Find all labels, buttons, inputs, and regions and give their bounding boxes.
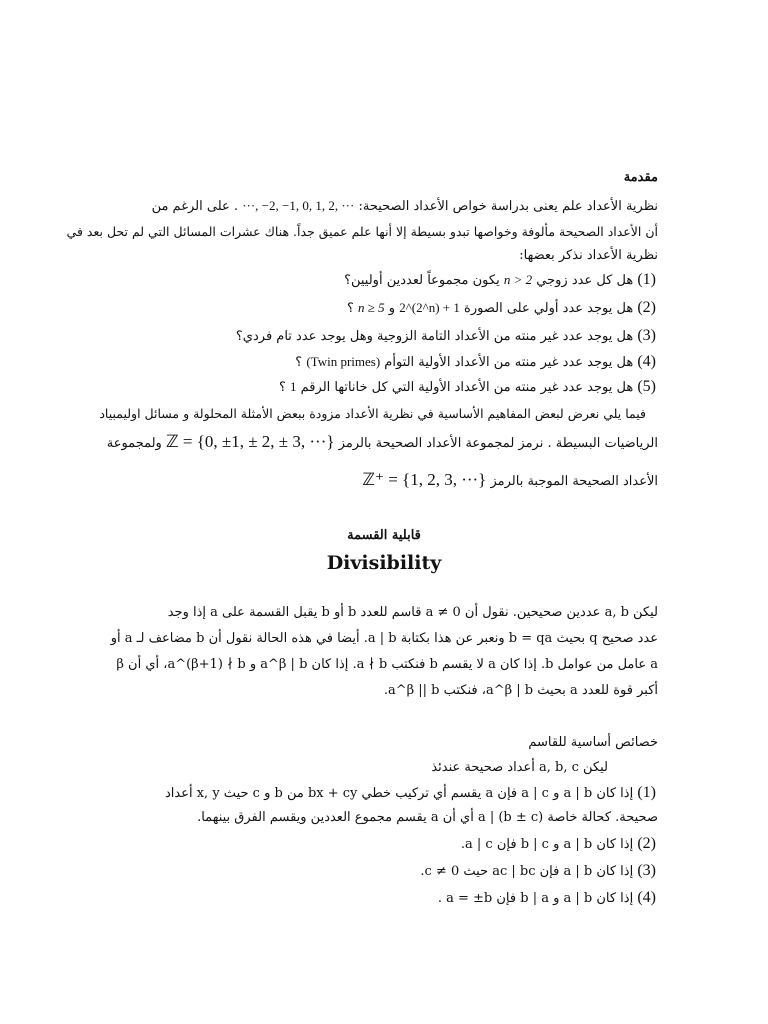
problem-text-end: ؟ bbox=[295, 355, 303, 370]
properties-heading: خصائص أساسية للقاسم bbox=[528, 735, 658, 750]
property-text: إذا كان a | b و b | c فإن a | c. bbox=[460, 837, 634, 852]
property-number: (1) bbox=[637, 784, 656, 801]
property-2 bbox=[110, 834, 656, 855]
divisibility-title-ar: قابلية القسمة bbox=[347, 528, 421, 543]
summary-line-2-end: ولمجموعة bbox=[106, 436, 162, 451]
problem-1 bbox=[110, 270, 656, 291]
property-3 bbox=[110, 861, 656, 882]
problem-4 bbox=[110, 352, 656, 373]
problem-math: 2^(2^n) + 1 bbox=[399, 300, 460, 315]
intro-line-1-end: . على الرغم من bbox=[151, 199, 239, 214]
intro-line-3: نظرية الأعداد نذكر بعضها: bbox=[519, 248, 658, 263]
property-text: إذا كان a | b و a | c فإن a يقسم أي تركيب خطي bx + cy من b و c حيث x, y أعداد bbox=[164, 786, 634, 801]
summary-line-3-text: الأعداد الصحيحة الموجبة بالرمز bbox=[490, 474, 658, 489]
problem-number: (2) bbox=[637, 299, 656, 316]
property-number: (3) bbox=[637, 862, 656, 879]
problem-5 bbox=[110, 377, 656, 398]
intro-line-1-text: نظرية الأعداد علم يعنى بدراسة خواص الأعداد الصحيحة: bbox=[358, 199, 658, 214]
integers-sequence: ···, −2, −1, 0, 1, 2, ··· bbox=[242, 198, 355, 213]
divisibility-line-2: عدد صحيح q بحيث b = qa ونعبر عن هذا بكتابة a | b. أيضا في هذه الحالة نقول أن b مضاعف لـ a أو bbox=[110, 631, 658, 646]
summary-line-1: فيما يلي نعرض لبعض المفاهيم الأساسية في نظرية الأعداد مزودة ببعض الأمثلة المحلولة و مسائل اوليمبياد bbox=[99, 406, 646, 421]
problem-text: هل يوجد عدد غير منته من الأعداد الأولية التوأم bbox=[384, 355, 634, 370]
summary-line-2 bbox=[106, 432, 658, 454]
problem-text: هل يوجد عدد غير منته من الأعداد التامة الزوجية وهل يوجد عدد تام فردي؟ bbox=[235, 329, 634, 344]
problem-connector: و bbox=[388, 301, 396, 316]
integers-set: ℤ = {0, ±1, ± 2, ± 3, ···} bbox=[165, 432, 335, 451]
problem-text: هل يوجد عدد أولي على الصورة bbox=[464, 301, 634, 316]
problem-math: n > 2 bbox=[503, 272, 533, 287]
problem-number: (3) bbox=[637, 327, 656, 344]
divisibility-line-3: a عامل من عوامل b. إذا كان a لا يقسم b فنكتب a ∤ b. إذا كان a^β | b و a^(β+1) ∤ b، أي أن β bbox=[116, 657, 658, 672]
problem-text-end: يكون مجموعاً لعددين أوليين؟ bbox=[344, 273, 500, 288]
problem-text-end: ؟ bbox=[278, 380, 286, 395]
divisibility-title-en-text: Divisibility bbox=[326, 552, 442, 574]
problem-text-end: ؟ bbox=[346, 301, 354, 316]
property-text: إذا كان a | b فإن ac | bc حيث c ≠ 0. bbox=[420, 864, 634, 879]
property-number: (2) bbox=[637, 835, 656, 852]
problem-3 bbox=[110, 326, 656, 347]
problem-math: (Twin primes) bbox=[306, 354, 381, 369]
properties-intro: ليكن a, b, c أعداد صحيحة عندئذ bbox=[431, 760, 608, 775]
summary-line-3 bbox=[110, 470, 658, 492]
problem-number: (4) bbox=[637, 353, 656, 370]
intro-heading: مقدمة bbox=[623, 170, 658, 185]
problem-math-2: n ≥ 5 bbox=[357, 300, 385, 315]
intro-line-1 bbox=[110, 196, 658, 217]
problem-text: هل كل عدد زوجي bbox=[536, 273, 634, 288]
problem-number: (1) bbox=[637, 271, 656, 288]
property-1-continued: صحيحة. كحالة خاصة a | (b ± c) أي أن a يقسم مجموع العددين ويقسم الفرق بينهما. bbox=[197, 810, 658, 825]
problem-text: هل يوجد عدد غير منته من الأعداد الأولية التي كل خاناتها الرقم bbox=[300, 380, 634, 395]
property-number: (4) bbox=[637, 889, 656, 906]
property-text: إذا كان a | b و b | a فإن a = ±b . bbox=[437, 891, 634, 906]
problem-number: (5) bbox=[637, 378, 656, 395]
summary-line-2-text: الرياضيات البسيطة . نرمز لمجموعة الأعداد الصحيحة بالرمز bbox=[338, 436, 658, 451]
divisibility-title-en bbox=[0, 553, 768, 576]
problem-math: 1 bbox=[290, 379, 297, 394]
divisibility-line-1: ليكن a, b عددين صحيحين. نقول أن a ≠ 0 قاسم للعدد b أو b يقبل القسمة على a إذا وجد bbox=[167, 605, 658, 620]
problem-2 bbox=[110, 298, 656, 319]
intro-line-2: أن الأعداد الصحيحة مألوفة وخواصها تبدو بسيطة إلا أنها علم عميق جداً. هناك عشرات المسائل التي لم تحل بعد في bbox=[66, 224, 658, 239]
property-1 bbox=[110, 783, 656, 804]
divisibility-line-4: أكبر قوة للعدد a بحيث a^β | b، فنكتب a^β || b. bbox=[383, 683, 658, 698]
positive-integers-set: ℤ⁺ = {1, 2, 3, ···} bbox=[362, 470, 487, 489]
property-4 bbox=[110, 888, 656, 909]
